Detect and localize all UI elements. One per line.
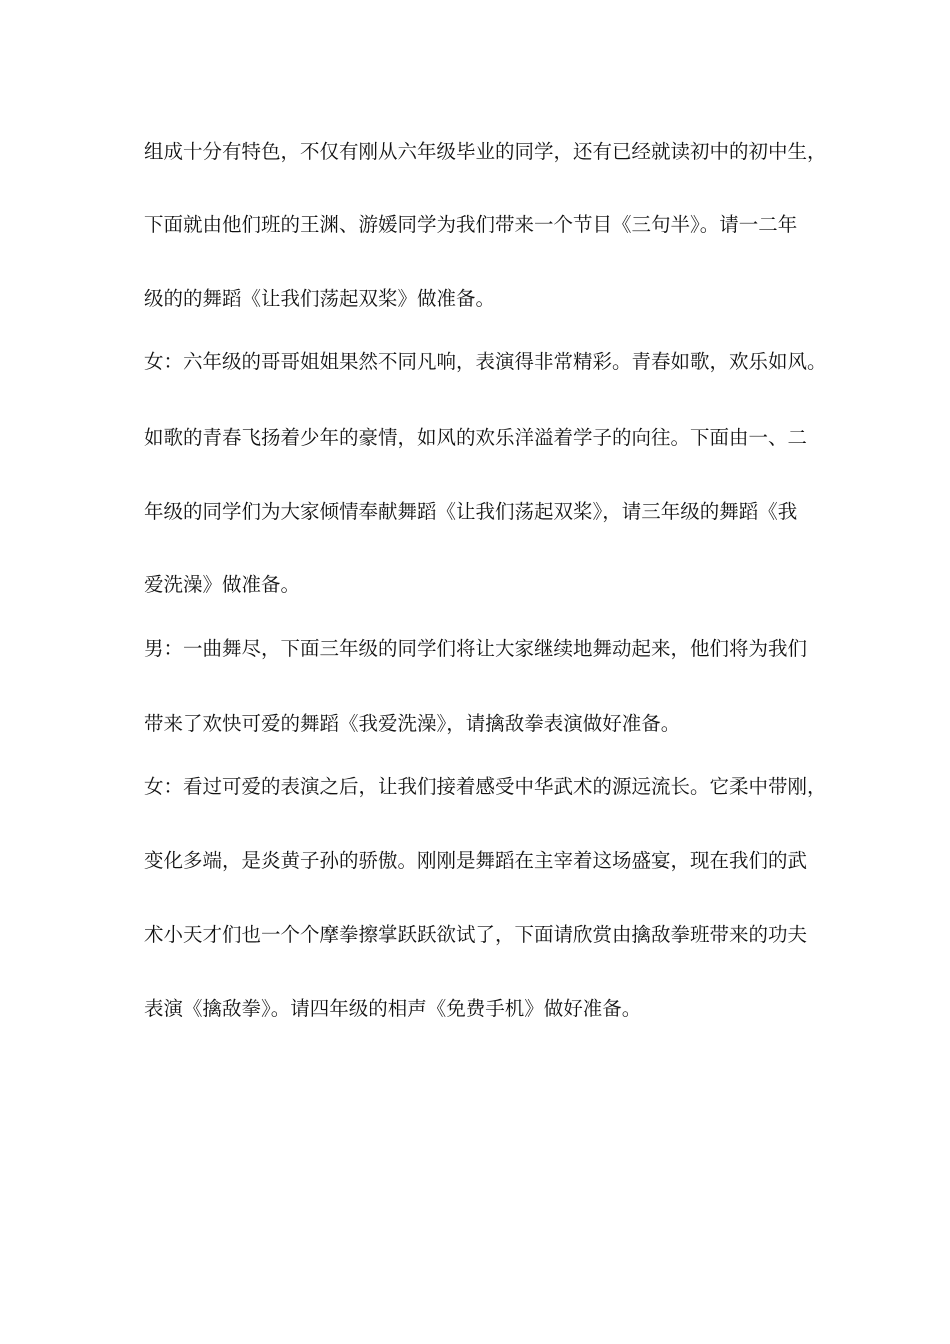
text-line: 带来了欢快可爱的舞蹈《我爱洗澡》，请擒敌拳表演做好准备。 (144, 712, 681, 735)
text-line: 下面就由他们班的王渊、游媛同学为我们带来一个节目《三句半》。请一二年 (144, 213, 798, 236)
text-line: 爱洗澡》做准备。 (144, 573, 301, 596)
text-line: 级的的舞蹈《让我们荡起双桨》做准备。 (144, 287, 496, 310)
text-line: 变化多端，是炎黄子孙的骄傲。刚刚是舞蹈在主宰着这场盛宴，现在我们的武 (144, 849, 808, 872)
text-line: 女：看过可爱的表演之后，让我们接着感受中华武术的源远流长。它柔中带刚， (144, 775, 827, 798)
text-line: 年级的同学们为大家倾情奉献舞蹈《让我们荡起双桨》，请三年级的舞蹈《我 (144, 500, 798, 523)
text-line: 男：一曲舞尽，下面三年级的同学们将让大家继续地舞动起来，他们将为我们 (144, 637, 808, 660)
text-line: 组成十分有特色，不仅有刚从六年级毕业的同学，还有已经就读初中的初中生， (144, 140, 827, 163)
text-line: 如歌的青春飞扬着少年的豪情，如风的欢乐洋溢着学子的向往。下面由一、二 (144, 426, 808, 449)
text-line: 女：六年级的哥哥姐姐果然不同凡响，表演得非常精彩。青春如歌，欢乐如风。 (144, 350, 827, 373)
text-line: 表演《擒敌拳》。请四年级的相声《免费手机》做好准备。 (144, 997, 642, 1020)
text-line: 术小天才们也一个个摩拳擦掌跃跃欲试了，下面请欣赏由擒敌拳班带来的功夫 (144, 923, 808, 946)
